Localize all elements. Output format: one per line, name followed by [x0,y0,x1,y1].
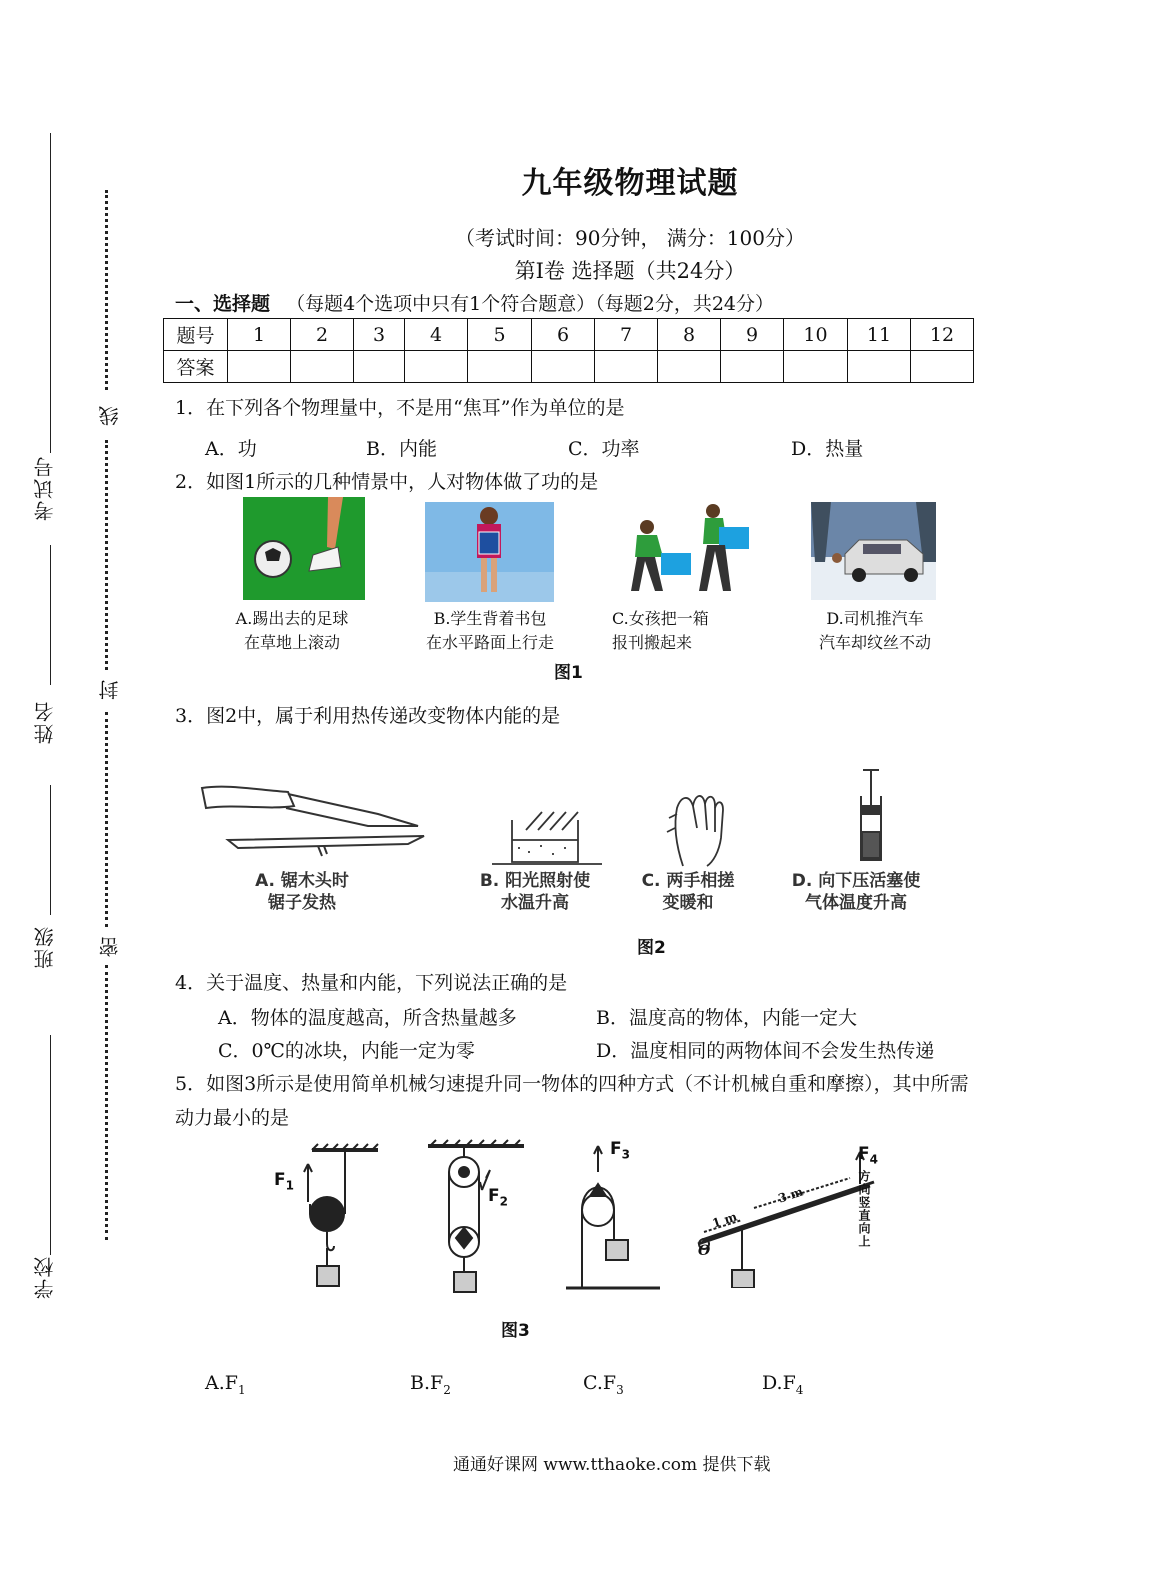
margin-line-char: 线 [98,404,122,426]
fig3-force-direction-note: 方向竖直向上 [857,1170,871,1248]
section-note: （每题4个选项中只有1个符合题意）（每题2分，共24分） [286,293,775,315]
table-cell: 11 [848,319,911,351]
margin-line-4 [50,1035,51,1255]
caption-line: A.踢出去的足球 [235,609,349,628]
fig2-caption-b [460,870,610,914]
fig1-caption-c [612,607,762,655]
option-subscript: 4 [795,1382,804,1397]
fig1-caption-a [212,607,372,655]
margin-dotted-line-2 [105,440,108,670]
fig2-caption-c [628,870,748,914]
option-subscript: 2 [443,1382,451,1397]
fig3-fixed-pulley-drawing [560,1140,670,1295]
q1-option-b: B．内能 [366,438,437,460]
fig3-pulley-block-drawing [418,1138,528,1298]
fig2-caption-d [766,870,946,914]
fig1-label: 图1 [554,663,583,683]
caption-line: C. 两手相搓 [641,871,735,891]
fig3-force-label-1 [274,1170,294,1192]
q5-option-d [762,1372,803,1397]
force-subscript: 1 [285,1178,294,1193]
table-cell: 7 [595,319,658,351]
q5-option-a [205,1372,246,1397]
table-cell: 5 [468,319,532,351]
caption-line: D.司机推汽车 [826,609,924,628]
page-title: 九年级物理试题 [521,166,739,201]
q1-option-d: D．热量 [791,438,864,460]
force-subscript: 4 [869,1152,878,1167]
fig2-piston-drawing [853,766,889,866]
caption-line: 水温升高 [501,893,569,913]
answer-cell[interactable] [291,351,354,383]
caption-line: 报刊搬起来 [612,633,693,652]
q5-stem-line2: 动力最小的是 [175,1107,290,1129]
row-label-answer: 答案 [164,351,228,383]
fig1-caption-b [400,607,580,655]
q4-option-b: B．温度高的物体，内能一定大 [596,1007,857,1029]
caption-line: B. 阳光照射使 [479,871,591,891]
fig2-caption-a [232,870,372,914]
fig3-force-label-2 [488,1186,508,1208]
fig2-rub-hands-drawing [663,788,741,868]
caption-line: 气体温度升高 [805,893,907,913]
answer-cell[interactable] [911,351,974,383]
fig3-lever-length-1: 1 m [710,1209,739,1231]
fig2-saw-wood-drawing [198,780,430,860]
margin-dotted-line-4 [105,965,108,1240]
table-cell: 12 [911,319,974,351]
caption-line: 锯子发热 [268,893,336,913]
q5-stem-line1: 5．如图3所示是使用简单机械匀速提升同一物体的四种方式（不计机械自重和摩擦），其中所需 [175,1073,969,1095]
exam-info: （考试时间：90分钟， 满分：100分） [455,226,805,250]
margin-dotted-line-3 [105,712,108,927]
option-subscript: 1 [237,1382,246,1397]
q1-option-a: A．功 [205,438,257,460]
answer-cell[interactable] [532,351,595,383]
q5-option-c [583,1372,624,1397]
section-label: 一、选择题 [175,293,271,315]
option-text: B.F [410,1372,444,1394]
answer-cell[interactable] [228,351,291,383]
force-symbol: F [858,1144,870,1164]
fig3-lever-pivot: O [698,1243,711,1259]
force-subscript: 3 [621,1147,630,1162]
table-cell: 9 [721,319,784,351]
margin-class: 班级 [33,925,57,969]
fig3-label: 图3 [501,1321,530,1341]
answer-cell[interactable] [721,351,784,383]
option-text: D.F [762,1372,796,1394]
fig3-force-label-4 [858,1144,878,1166]
table-row [164,351,974,383]
fig1-schoolbag-image [425,502,554,602]
table-cell: 3 [354,319,405,351]
q4-option-d: D．温度相同的两物体间不会发生热传递 [596,1040,935,1062]
margin-seal-char: 封 [98,678,122,700]
margin-school: 学校 [33,1255,57,1299]
q4-stem: 4．关于温度、热量和内能，下列说法正确的是 [175,972,568,994]
fig2-label: 图2 [637,938,666,958]
fig1-push-car-image [811,502,936,600]
part-title: 第Ⅰ卷 选择题（共24分） [514,259,746,283]
fig1-soccer-image [243,497,365,600]
q4-option-a: A．物体的温度越高，所含热量越多 [218,1007,517,1029]
footer-text: 通通好课网 www.tthaoke.com 提供下载 [453,1455,771,1475]
table-cell: 4 [405,319,468,351]
row-label-number: 题号 [164,319,228,351]
answer-cell[interactable] [354,351,405,383]
answer-cell[interactable] [595,351,658,383]
q2-stem: 2．如图1所示的几种情景中，人对物体做了功的是 [175,471,599,493]
margin-dotted-line-1 [105,190,108,390]
fig1-caption-d [795,607,955,655]
answer-table [163,318,974,383]
table-cell: 1 [228,319,291,351]
caption-line: D. 向下压活塞使 [791,871,921,891]
option-text: A.F [205,1372,238,1394]
caption-line: 在水平路面上行走 [425,633,554,652]
margin-line-2 [50,545,51,685]
force-symbol: F [610,1139,622,1159]
answer-cell[interactable] [468,351,532,383]
table-cell: 10 [784,319,848,351]
force-subscript: 2 [499,1194,508,1209]
answer-cell[interactable] [784,351,848,383]
option-text: C.F [583,1372,617,1394]
section-heading [175,289,774,316]
force-symbol: F [488,1186,500,1206]
margin-secret-char: 密 [98,935,122,957]
q3-stem: 3．图2中，属于利用热传递改变物体内能的是 [175,705,561,727]
option-subscript: 3 [616,1382,624,1397]
caption-line: 变暖和 [662,893,714,913]
q4-option-c: C．0℃的冰块，内能一定为零 [218,1040,475,1062]
caption-line: C.女孩把一箱 [612,609,709,628]
q5-option-b [410,1372,451,1397]
caption-line: 在草地上滚动 [243,633,340,652]
caption-line: A. 锯木头时 [255,871,349,891]
margin-name: 姓名 [33,700,57,744]
fig3-lever-length-2: 3 m [776,1184,805,1206]
answer-cell[interactable] [848,351,911,383]
caption-line: 汽车却纹丝不动 [818,633,931,652]
q1-option-c: C．功率 [568,438,640,460]
margin-exam-no: 考试号 [33,455,57,521]
fig3-movable-pulley-drawing [270,1142,380,1297]
q1-stem: 1．在下列各个物理量中，不是用“焦耳”作为单位的是 [175,397,625,419]
fig1-box-lifting-image [627,503,757,599]
fig3-force-label-3 [610,1139,630,1161]
answer-cell[interactable] [658,351,721,383]
force-symbol: F [274,1170,286,1190]
margin-line-3 [50,785,51,915]
answer-cell[interactable] [405,351,468,383]
table-cell: 2 [291,319,354,351]
fig2-sunlight-water-drawing [488,800,606,868]
table-row [164,319,974,351]
caption-line: B.学生背着书包 [433,609,547,628]
table-cell: 8 [658,319,721,351]
table-cell: 6 [532,319,595,351]
